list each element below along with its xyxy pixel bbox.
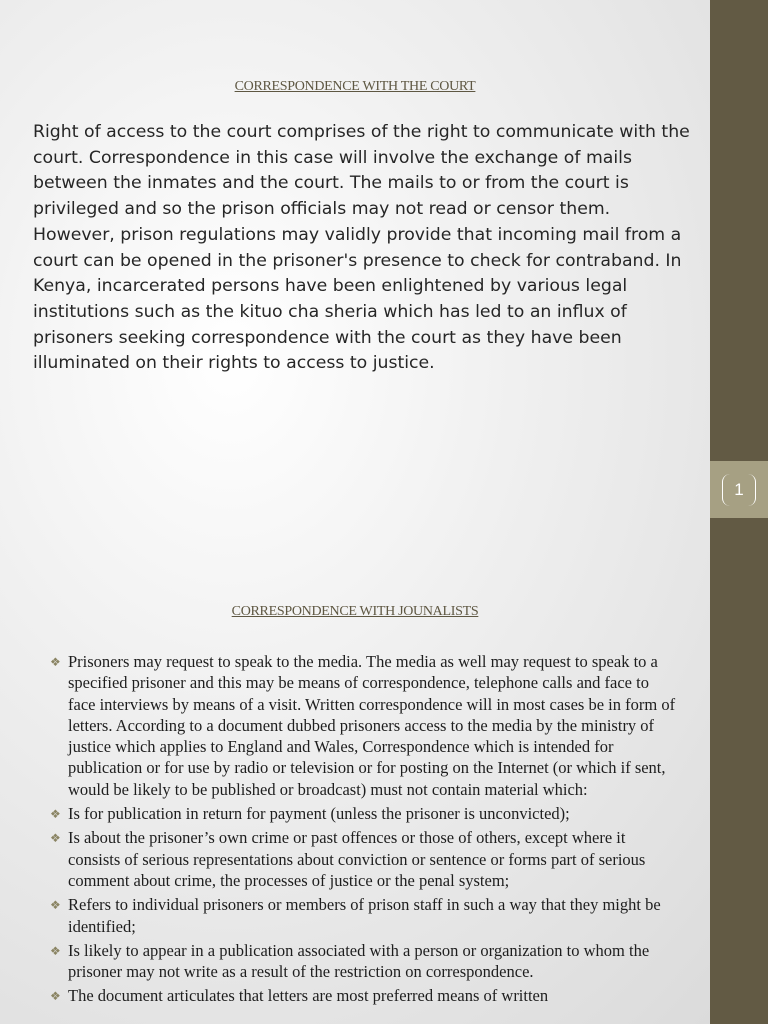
list-item-text: Prisoners may request to speak to the media. The media as well may request to speak to a specified prisoner and this may be means of correspondence, telephone calls and face to face interviews by means of a visit. Written correspondence will in most cases be in form of letters. According to a document dubbed prisoners access to the media by the ministry of justice which applies to England and Wales, Correspondence which is intended for publication or for use by radio or television or for posting on the Internet (or which if sent, would be likely to be published or broadcast) must not contain material which: <box>68 652 676 799</box>
diamond-bullet-icon: ❖ <box>50 655 61 669</box>
diamond-bullet-icon: ❖ <box>50 807 61 822</box>
list-item-text: Is about the prisoner’s own crime or past offences or those of others, except where it consists of serious representations about conviction or sentence or forms part of serious comment about crime, the processes of justice or the penal system; <box>68 828 646 890</box>
journalist-bullet-list <box>50 651 680 1010</box>
section-heading-journalists: CORRESPONDENCE WITH JOUNALISTS <box>231 604 479 619</box>
list-item-text: Refers to individual prisoners or members of prison staff in such a way that they might be identified; <box>68 895 661 936</box>
diamond-bullet-icon: ❖ <box>50 898 61 913</box>
list-item <box>50 940 680 983</box>
page-number-tab <box>710 461 768 518</box>
list-item-text: Is for publication in return for payment (unless the prisoner is unconvicted); <box>68 804 570 824</box>
diamond-bullet-icon: ❖ <box>50 831 61 846</box>
list-item <box>50 803 680 824</box>
list-item <box>50 827 680 891</box>
list-item-text: Is likely to appear in a publication associated with a person or organization to whom the prisoner may not write as a result of the restriction on correspondence. <box>68 940 650 982</box>
section-heading-court: CORRESPONDENCE WITH THE COURT <box>234 79 476 94</box>
list-item <box>50 985 680 1006</box>
page-number: 1 <box>722 474 755 506</box>
diamond-bullet-icon: ❖ <box>50 989 61 1004</box>
list-item-text: The document articulates that letters are most preferred means of written <box>68 986 549 1006</box>
list-item <box>50 894 680 937</box>
diamond-bullet-icon: ❖ <box>50 943 61 958</box>
list-item <box>50 651 680 800</box>
court-paragraph: Right of access to the court comprises of the right to communicate with the court. Correspondence in this case will involve the exchange of mails between the inmates and the court. The mails to or from the court is privileged and so the prison officials may not read or censor them. However, prison regulations may validly provide that incoming mail from a court can be opened in the prisoner's presence to check for contraband. In Kenya, incarcerated persons have been enlightened by various legal institutions such as the kituo cha sheria which has led to an influx of prisoners seeking correspondence with the court as they have been illuminated on their rights to access to justice. <box>33 122 690 374</box>
